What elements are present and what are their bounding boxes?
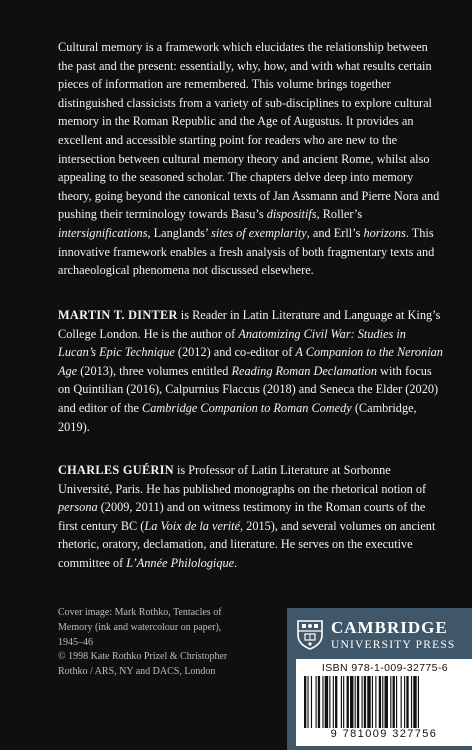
author-bio-guerin: CHARLES GUÉRIN is Professor of Latin Literature at Sorbonne Université, Paris. He has published monographs on the rhetorical notion of persona (2009, 2011) and on witness testimony in the Roman courts of the first century BC (La Voix de la verité, 2015), and several volumes on ancient rhetoric, oratory, declamation, and literature. He serves on the executive committee of L’Année Philologique. [58,463,436,570]
isbn-barcode [296,659,472,746]
author-name: MARTIN T. DINTER [58,308,178,322]
barcode-bars [304,676,466,728]
publisher-name: CAMBRIDGE [331,618,448,637]
isbn-number: ISBN 978-1-009-32775-6 [321,662,449,674]
barcode-digits: 9 781009 327756 [330,728,438,740]
book-blurb: Cultural memory is a framework which elucidates the relationship between the past and the present: essentially, why, how, and with what results certain pieces of information are remembered. This volume brings together distinguished classicists from a variety of sub-disciplines to explore cultural memory in the Roman Republic and the Age of Augustus. It provides an excellent and accessible starting point for readers who are new to the intersection between cultural memory theory and ancient Rome, whilst also appealing to the seasoned scholar. The chapters delve deep into memory theory, going beyond the canonical texts of Jan Assmann and Pierre Nora and pushing their terminology towards Basu’s dispositifs, Roller’s intersignifications, Langlands’ sites of exemplarity, and Erll’s horizons. This innovative framework enables a fresh analysis of both fragmentary texts and archaeological phenomena not discussed elsewhere. [58,40,440,278]
cover-image-credit: Cover image: Mark Rothko, Tentacles of Memory (ink and watercolour on paper), 1945–46 © 1998 Kate Rothko Prizel & Christopher Rothko / ARS, NY and DACS, London [58,607,228,678]
shield-crest-icon [297,620,323,650]
author-bio-dinter: MARTIN T. DINTER is Reader in Latin Literature and Language at King’s College London. He is the author of Anatomizing Civil War: Studies in Lucan’s Epic Technique (2012) and co-editor of A Companion to the Neronian Age (2013), three volumes entitled Reading Roman Declamation with focus on Quintilian (2016), Calpurnius Flaccus (2018) and Seneca the Elder (2020) and editor of the Cambridge Companion to Roman Comedy (Cambridge, 2019). [58,308,443,434]
publisher-subtitle: UNIVERSITY PRESS [331,639,456,651]
author-name: CHARLES GUÉRIN [58,463,174,477]
